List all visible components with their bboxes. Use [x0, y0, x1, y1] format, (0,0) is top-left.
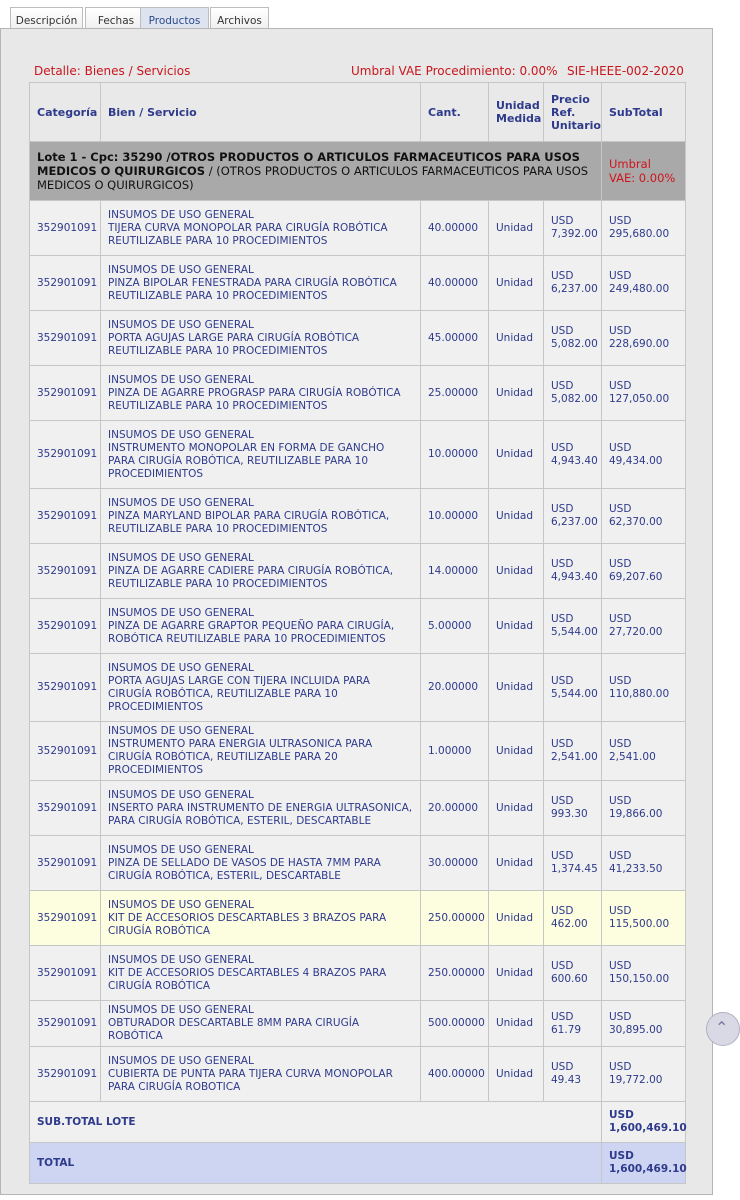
row-unidad: Unidad [489, 781, 544, 836]
row-subtotal [602, 201, 686, 256]
lote-header-row [30, 142, 686, 201]
subtotal-currency: USD [609, 1109, 634, 1121]
row-precio [544, 366, 602, 421]
row-precio-currency: USD [551, 613, 574, 625]
row-unidad: Unidad [489, 421, 544, 489]
table-row [30, 1001, 686, 1047]
row-precio-currency: USD [551, 270, 574, 282]
row-categoria: 352901091 [30, 836, 101, 891]
row-tipo: INSUMOS DE USO GENERAL [108, 551, 254, 564]
row-tipo: INSUMOS DE USO GENERAL [108, 428, 254, 441]
row-subtotal-value: 69,207.60 [609, 571, 663, 583]
row-precio-value: 5,544.00 [551, 626, 598, 638]
row-precio [544, 1047, 602, 1102]
row-subtotal [602, 891, 686, 946]
row-tipo: INSUMOS DE USO GENERAL [108, 263, 254, 276]
row-descripcion: PINZA DE AGARRE CADIERE PARA CIRUGÍA ROBÓTICA, REUTILIZABLE PARA 10 PROCEDIMIENTOS [108, 564, 394, 590]
row-precio-currency: USD [551, 558, 574, 570]
row-bien-servicio [101, 311, 421, 366]
table-row [30, 891, 686, 946]
row-cantidad: 45.00000 [421, 311, 489, 366]
row-bien-servicio [101, 781, 421, 836]
row-bien-servicio [101, 1047, 421, 1102]
row-categoria: 352901091 [30, 544, 101, 599]
row-tipo: INSUMOS DE USO GENERAL [108, 898, 254, 911]
row-descripcion: PINZA DE AGARRE GRAPTOR PEQUEÑO PARA CIRUGÍA, ROBÓTICA REUTILIZABLE PARA 10 PROCEDIMIENTOS [108, 619, 395, 645]
row-precio-value: 2,541.00 [551, 751, 598, 763]
row-cantidad: 20.00000 [421, 781, 489, 836]
lote-title [30, 142, 602, 201]
row-bien-servicio [101, 946, 421, 1001]
row-cantidad: 5.00000 [421, 599, 489, 654]
row-tipo: INSUMOS DE USO GENERAL [108, 373, 254, 386]
row-descripcion: CUBIERTA DE PUNTA PARA TIJERA CURVA MONOPOLAR PARA CIRUGÍA ROBOTICA [108, 1067, 393, 1093]
row-bien-servicio [101, 256, 421, 311]
tab-productos[interactable]: Productos [140, 7, 209, 35]
row-precio-value: 1,374.45 [551, 863, 598, 875]
total-row [30, 1143, 686, 1184]
row-subtotal [602, 599, 686, 654]
row-bien-servicio [101, 489, 421, 544]
row-categoria: 352901091 [30, 256, 101, 311]
row-subtotal [602, 489, 686, 544]
row-cantidad: 40.00000 [421, 201, 489, 256]
row-precio-currency: USD [551, 738, 574, 750]
row-bien-servicio [101, 366, 421, 421]
row-precio [544, 836, 602, 891]
row-subtotal-value: 150,150.00 [609, 973, 670, 985]
row-subtotal-value: 127,050.00 [609, 393, 670, 405]
row-precio-currency: USD [551, 215, 574, 227]
row-cantidad: 10.00000 [421, 421, 489, 489]
row-subtotal-value: 41,233.50 [609, 863, 663, 875]
row-precio-value: 49.43 [551, 1074, 582, 1086]
row-subtotal [602, 421, 686, 489]
table-row [30, 781, 686, 836]
row-precio-value: 4,943.40 [551, 454, 598, 467]
table-row [30, 421, 686, 489]
row-unidad: Unidad [489, 366, 544, 421]
row-subtotal-currency: USD [609, 215, 632, 227]
row-precio [544, 891, 602, 946]
row-categoria: 352901091 [30, 654, 101, 722]
row-subtotal [602, 366, 686, 421]
row-subtotal-currency: USD [609, 905, 632, 917]
row-tipo: INSUMOS DE USO GENERAL [108, 661, 254, 674]
row-precio-value: 4,943.40 [551, 571, 598, 583]
row-subtotal-value: 30,895.00 [609, 1023, 663, 1036]
row-unidad: Unidad [489, 1001, 544, 1047]
row-descripcion: PINZA DE AGARRE PROGRASP PARA CIRUGÍA ROBÓTICA REUTILIZABLE PARA 10 PROCEDIMIENTOS [108, 386, 401, 412]
row-subtotal-value: 115,500.00 [609, 918, 670, 930]
table-row [30, 654, 686, 722]
row-precio [544, 599, 602, 654]
table-row [30, 599, 686, 654]
row-subtotal-value: 2,541.00 [609, 751, 656, 763]
row-tipo: INSUMOS DE USO GENERAL [108, 1054, 254, 1067]
row-tipo: INSUMOS DE USO GENERAL [108, 843, 254, 856]
row-precio-currency: USD [551, 325, 574, 337]
subtotal-amount [602, 1102, 686, 1143]
subtotal-value: 1,600,469.10 [609, 1122, 687, 1134]
scroll-top-button[interactable] [706, 1012, 740, 1046]
row-descripcion: PINZA DE SELLADO DE VASOS DE HASTA 7MM PARA CIRUGÍA ROBÓTICA, ESTERIL, DESCARTABLE [108, 856, 381, 882]
row-subtotal-value: 19,772.00 [609, 1074, 663, 1086]
row-precio-value: 61.79 [551, 1023, 582, 1036]
row-cantidad: 30.00000 [421, 836, 489, 891]
row-precio-currency: USD [551, 905, 574, 917]
row-subtotal-value: 19,866.00 [609, 808, 663, 820]
row-subtotal-currency: USD [609, 795, 632, 807]
row-subtotal [602, 311, 686, 366]
row-subtotal-currency: USD [609, 674, 632, 687]
row-descripcion: PINZA BIPOLAR FENESTRADA PARA CIRUGÍA ROBÓTICA REUTILIZABLE PARA 10 PROCEDIMIENTOS [108, 276, 397, 302]
row-categoria: 352901091 [30, 201, 101, 256]
row-precio-currency: USD [551, 441, 574, 454]
row-subtotal [602, 1047, 686, 1102]
lote-title-bold: Lote 1 - Cpc: 35290 /OTROS PRODUCTOS O ARTICULOS FARMACEUTICOS PARA USOS MEDICOS O QUIRURGICOS [37, 150, 580, 178]
row-tipo: INSUMOS DE USO GENERAL [108, 606, 254, 619]
row-tipo: INSUMOS DE USO GENERAL [108, 318, 254, 331]
col-unidad-medida: Unidad Medida [489, 83, 544, 142]
row-bien-servicio [101, 599, 421, 654]
row-categoria: 352901091 [30, 1001, 101, 1047]
row-descripcion: TIJERA CURVA MONOPOLAR PARA CIRUGÍA ROBÓTICA REUTILIZABLE PARA 10 PROCEDIMIENTOS [108, 221, 388, 247]
row-subtotal-value: 49,434.00 [609, 454, 663, 467]
row-precio [544, 201, 602, 256]
tab-descripcion[interactable]: Descripción [10, 7, 83, 33]
row-descripcion: INSTRUMENTO MONOPOLAR EN FORMA DE GANCHO PARA CIRUGÍA ROBÓTICA, REUTILIZABLE PARA 10 PROCEDIMIENTOS [108, 441, 385, 480]
row-descripcion: INSTRUMENTO PARA ENERGIA ULTRASONICA PARA CIRUGÍA ROBÓTICA, REUTILIZABLE PARA 20 PROCEDIMIENTOS [108, 738, 373, 776]
row-categoria: 352901091 [30, 891, 101, 946]
row-unidad: Unidad [489, 836, 544, 891]
table-row [30, 489, 686, 544]
row-subtotal-currency: USD [609, 1061, 632, 1073]
row-precio [544, 654, 602, 722]
row-subtotal-currency: USD [609, 325, 632, 337]
row-subtotal-currency: USD [609, 558, 632, 570]
row-categoria: 352901091 [30, 1047, 101, 1102]
row-descripcion: INSERTO PARA INSTRUMENTO DE ENERGIA ULTRASONICA, PARA CIRUGÍA ROBÓTICA, ESTERIL, DESCARTABLE [108, 801, 413, 827]
row-subtotal [602, 1001, 686, 1047]
row-precio [544, 256, 602, 311]
row-cantidad: 20.00000 [421, 654, 489, 722]
row-bien-servicio [101, 1001, 421, 1047]
row-unidad: Unidad [489, 201, 544, 256]
process-code: SIE-HEEE-002-2020 [567, 64, 684, 78]
row-precio-currency: USD [551, 380, 574, 392]
umbral-label: Umbral VAE Procedimiento: 0.00% [351, 64, 558, 78]
row-precio-currency: USD [551, 795, 574, 807]
row-precio-currency: USD [551, 503, 574, 515]
row-precio-currency: USD [551, 960, 574, 972]
row-bien-servicio [101, 891, 421, 946]
row-descripcion: KIT DE ACCESORIOS DESCARTABLES 3 BRAZOS PARA CIRUGÍA ROBÓTICA [108, 911, 387, 937]
row-precio [544, 1001, 602, 1047]
row-precio-value: 5,082.00 [551, 338, 598, 350]
row-subtotal [602, 654, 686, 722]
row-unidad: Unidad [489, 599, 544, 654]
row-subtotal [602, 256, 686, 311]
lote-umbral: Umbral VAE: 0.00% [602, 142, 686, 201]
row-subtotal-value: 62,370.00 [609, 516, 663, 528]
table-row [30, 946, 686, 1001]
row-subtotal-currency: USD [609, 270, 632, 282]
row-subtotal [602, 946, 686, 1001]
col-bien-servicio: Bien / Servicio [101, 83, 421, 142]
row-tipo: INSUMOS DE USO GENERAL [108, 953, 254, 966]
col-subtotal: SubTotal [602, 83, 686, 142]
row-categoria: 352901091 [30, 946, 101, 1001]
row-subtotal-value: 110,880.00 [609, 687, 670, 700]
row-tipo: INSUMOS DE USO GENERAL [108, 208, 254, 221]
row-subtotal [602, 544, 686, 599]
row-subtotal-value: 295,680.00 [609, 228, 670, 240]
row-cantidad: 14.00000 [421, 544, 489, 599]
row-unidad: Unidad [489, 946, 544, 1001]
row-subtotal-value: 249,480.00 [609, 283, 670, 295]
table-header-row [30, 83, 686, 142]
row-subtotal-currency: USD [609, 503, 632, 515]
products-table [29, 82, 686, 1184]
row-precio-value: 993.30 [551, 808, 588, 820]
row-unidad: Unidad [489, 256, 544, 311]
total-value: 1,600,469.10 [609, 1163, 687, 1175]
table-row [30, 311, 686, 366]
row-subtotal-value: 228,690.00 [609, 338, 670, 350]
row-bien-servicio [101, 722, 421, 781]
row-tipo: INSUMOS DE USO GENERAL [108, 1004, 254, 1016]
row-precio-value: 7,392.00 [551, 228, 598, 240]
row-categoria: 352901091 [30, 722, 101, 781]
row-precio-currency: USD [551, 1010, 574, 1023]
row-descripcion: OBTURADOR DESCARTABLE 8MM PARA CIRUGÍA ROBÓTICA [108, 1017, 360, 1042]
row-subtotal-currency: USD [609, 850, 632, 862]
row-subtotal-value: 27,720.00 [609, 626, 663, 638]
row-unidad: Unidad [489, 544, 544, 599]
row-precio [544, 722, 602, 781]
row-subtotal-currency: USD [609, 738, 632, 750]
row-precio-value: 462.00 [551, 918, 588, 930]
row-precio-value: 5,082.00 [551, 393, 598, 405]
row-precio-value: 6,237.00 [551, 283, 598, 295]
table-row [30, 201, 686, 256]
row-unidad: Unidad [489, 722, 544, 781]
lote-title-rest: / (OTROS PRODUCTOS O ARTICULOS FARMACEUTICOS PARA USOS MEDICOS O QUIRURGICOS) [37, 164, 589, 192]
table-row [30, 366, 686, 421]
total-amount [602, 1143, 686, 1184]
detalle-label: Detalle: Bienes / Servicios [34, 64, 191, 78]
row-tipo: INSUMOS DE USO GENERAL [108, 788, 254, 801]
row-precio [544, 946, 602, 1001]
col-cantidad: Cant. [421, 83, 489, 142]
row-unidad: Unidad [489, 1047, 544, 1102]
row-cantidad: 250.00000 [421, 946, 489, 1001]
row-precio-currency: USD [551, 1061, 574, 1073]
row-cantidad: 10.00000 [421, 489, 489, 544]
subtotal-row [30, 1102, 686, 1143]
row-unidad: Unidad [489, 311, 544, 366]
row-subtotal [602, 722, 686, 781]
row-bien-servicio [101, 421, 421, 489]
row-descripcion: PINZA MARYLAND BIPOLAR PARA CIRUGÍA ROBÓTICA, REUTILIZABLE PARA 10 PROCEDIMIENTOS [108, 509, 390, 535]
row-tipo: INSUMOS DE USO GENERAL [108, 496, 254, 509]
row-precio-value: 5,544.00 [551, 687, 598, 700]
table-row [30, 1047, 686, 1102]
row-subtotal-currency: USD [609, 1010, 632, 1023]
row-subtotal-currency: USD [609, 441, 632, 454]
row-subtotal-currency: USD [609, 960, 632, 972]
row-subtotal-currency: USD [609, 380, 632, 392]
row-categoria: 352901091 [30, 421, 101, 489]
chevron-up-icon: ⌃ [715, 1018, 729, 1037]
row-precio [544, 544, 602, 599]
row-categoria: 352901091 [30, 781, 101, 836]
row-tipo: INSUMOS DE USO GENERAL [108, 725, 254, 737]
row-precio [544, 421, 602, 489]
row-precio-value: 6,237.00 [551, 516, 598, 528]
row-descripcion: PORTA AGUJAS LARGE CON TIJERA INCLUIDA PARA CIRUGÍA ROBÓTICA, REUTILIZABLE PARA 10 PROCEDIMIENTOS [108, 674, 370, 713]
row-subtotal-currency: USD [609, 613, 632, 625]
total-label: TOTAL [30, 1143, 602, 1184]
row-precio-currency: USD [551, 850, 574, 862]
tab-archivos[interactable]: Archivos [210, 7, 269, 33]
table-row [30, 256, 686, 311]
row-bien-servicio [101, 544, 421, 599]
row-cantidad: 250.00000 [421, 891, 489, 946]
table-row [30, 544, 686, 599]
row-unidad: Unidad [489, 891, 544, 946]
row-precio-value: 600.60 [551, 973, 588, 985]
table-row [30, 722, 686, 781]
col-categoria: Categoría [30, 83, 101, 142]
row-cantidad: 1.00000 [421, 722, 489, 781]
row-bien-servicio [101, 201, 421, 256]
row-bien-servicio [101, 836, 421, 891]
col-precio-unitario: Precio Ref. Unitario [544, 83, 602, 142]
row-precio-currency: USD [551, 674, 574, 687]
row-cantidad: 500.00000 [421, 1001, 489, 1047]
row-descripcion: PORTA AGUJAS LARGE PARA CIRUGÍA ROBÓTICA REUTILIZABLE PARA 10 PROCEDIMIENTOS [108, 331, 360, 357]
total-currency: USD [609, 1150, 634, 1162]
row-precio [544, 781, 602, 836]
table-row [30, 836, 686, 891]
row-unidad: Unidad [489, 654, 544, 722]
row-subtotal [602, 781, 686, 836]
row-cantidad: 25.00000 [421, 366, 489, 421]
tab-fechas[interactable]: Fechas [85, 7, 147, 33]
row-subtotal [602, 836, 686, 891]
row-precio [544, 489, 602, 544]
row-cantidad: 400.00000 [421, 1047, 489, 1102]
subtotal-label: SUB.TOTAL LOTE [30, 1102, 602, 1143]
row-descripcion: KIT DE ACCESORIOS DESCARTABLES 4 BRAZOS PARA CIRUGÍA ROBÓTICA [108, 966, 387, 992]
row-categoria: 352901091 [30, 311, 101, 366]
row-bien-servicio [101, 654, 421, 722]
row-categoria: 352901091 [30, 366, 101, 421]
row-cantidad: 40.00000 [421, 256, 489, 311]
row-precio [544, 311, 602, 366]
row-unidad: Unidad [489, 489, 544, 544]
row-categoria: 352901091 [30, 489, 101, 544]
row-categoria: 352901091 [30, 599, 101, 654]
